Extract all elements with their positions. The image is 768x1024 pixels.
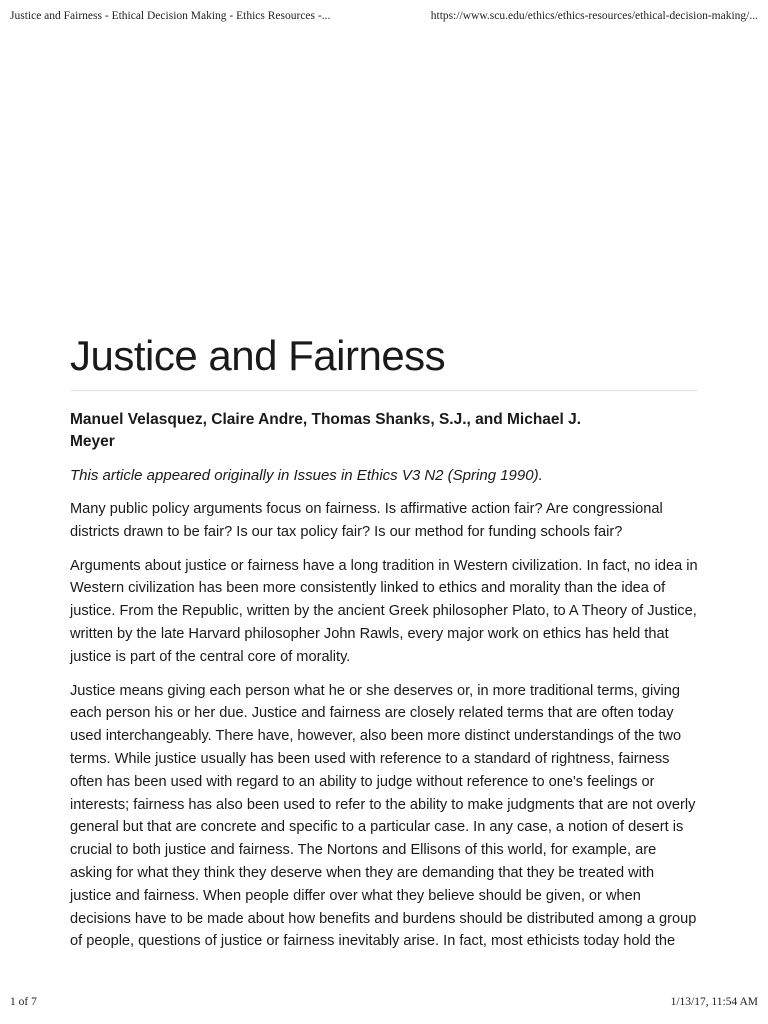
article-title: Justice and Fairness: [70, 330, 698, 391]
print-header-title: Justice and Fairness - Ethical Decision Making - Ethics Resources -...: [10, 10, 331, 22]
print-footer: [10, 996, 758, 1012]
page-number: 1 of 7: [10, 996, 37, 1008]
article-source-note: This article appeared originally in Issues in Ethics V3 N2 (Spring 1990).: [70, 467, 543, 484]
print-datetime: 1/13/17, 11:54 AM: [670, 996, 758, 1008]
print-header: [10, 10, 758, 26]
article-paragraph: Justice means giving each person what he or she deserves or, in more traditional terms, giving each person his or her due. Justice and fairness are closely related terms that are often today used interchangeably. There have, however, also been more distinct understandings of the two terms. While justice usually has been used with reference to a standard of rightness, fairness often has been used with regard to an ability to judge without reference to one's feelings or interests; fairness has also been used to refer to the ability to make judgments that are not overly general but that are concrete and specific to a particular case. In any case, a notion of desert is crucial to both justice and fairness. The Nortons and Ellisons of this world, for example, are asking for what they think they deserve when they are demanding that they be treated with justice and fairness. When people differ over what they believe should be given, or when decisions have to be made about how benefits and burdens should be distributed among a group of people, questions of justice or fairness inevitably arise. In fact, most ethicists today hold the: [70, 682, 697, 950]
article: [70, 330, 698, 953]
article-paragraph: Many public policy arguments focus on fairness. Is affirmative action fair? Are congressional districts drawn to be fair? Is our tax policy fair? Is our method for funding schools fair?: [70, 501, 663, 540]
print-header-url: https://www.scu.edu/ethics/ethics-resources/ethical-decision-making/...: [430, 10, 758, 22]
article-paragraph: Arguments about justice or fairness have a long tradition in Western civilization. In fact, no idea in Western civilization has been more consistently linked to ethics and morality than the idea of justice. From the Republic, written by the ancient Greek philosopher Plato, to A Theory of Justice, written by the late Harvard philosopher John Rawls, every major work on ethics has held that justice is part of the central core of morality.: [70, 557, 698, 665]
article-authors: Manuel Velasquez, Claire Andre, Thomas Shanks, S.J., and Michael J. Meyer: [70, 411, 582, 450]
